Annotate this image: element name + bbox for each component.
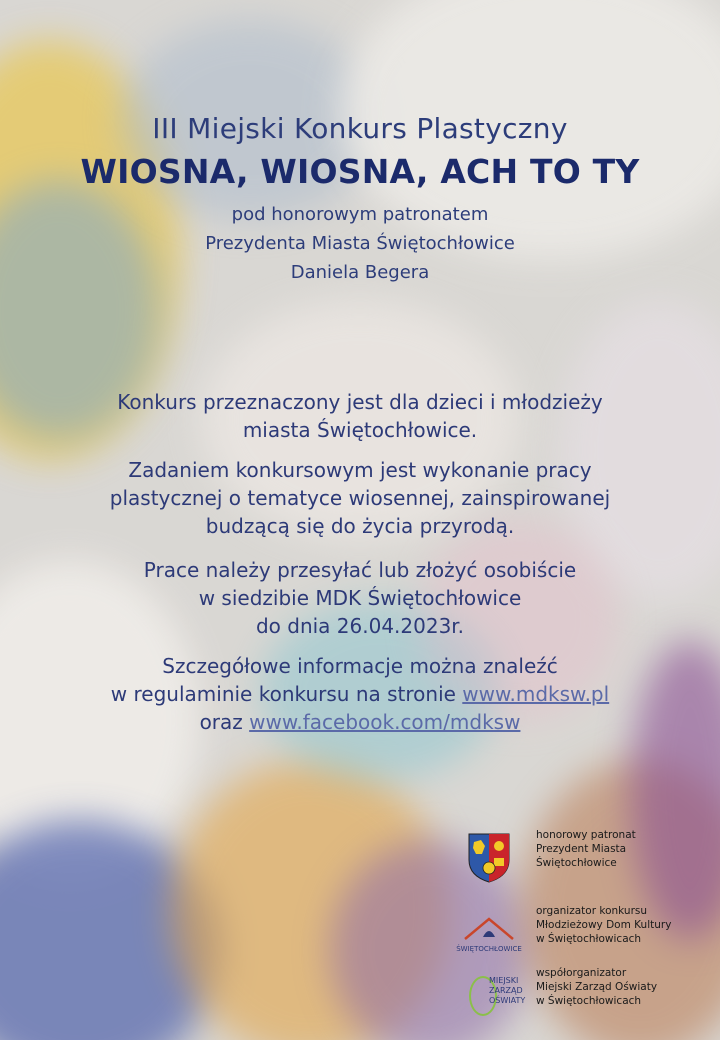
text-fragment: oraz [199,710,250,734]
org-name: Miejski Zarząd Oświaty [536,981,658,993]
text-line: budzącą się do życia przyrodą. [205,514,515,538]
facebook-link[interactable]: www.facebook.com/mdksw [249,710,521,734]
mzo-logo-text: ZARZĄD [489,986,523,995]
text-line: w siedzibie MDK Świętochłowice [198,586,522,610]
mdk-logo-text: ŚWIĘTOCHŁOWICE [456,945,522,953]
paragraph-eligibility [0,388,720,444]
org-name: w Świętochłowicach [536,933,642,945]
paragraph-submission [0,556,720,640]
org-name: w Świętochłowicach [536,995,642,1007]
mdk-website-link[interactable]: www.mdksw.pl [462,682,610,706]
org-name: Młodzieżowy Dom Kultury [536,919,672,931]
footer-coorganizer [456,966,657,1024]
text-line: miasta Świętochłowice. [242,418,478,442]
mzo-logo [456,966,526,1024]
text-line [0,680,720,708]
contest-edition-heading: III Miejski Konkurs Plastyczny [152,112,568,145]
patronage-block [0,200,720,287]
patronage-line: Daniela Begera [290,262,430,283]
text-line: Zadaniem konkursowym jest wykonanie pracy [128,458,592,482]
organizer-text [536,904,671,946]
patronage-line: pod honorowym patronatem [231,204,489,225]
org-name: Prezydent Miasta [536,843,627,855]
role-label: honorowy patronat [536,829,636,841]
text-fragment: w regulaminie konkursu na stronie [110,682,463,706]
deadline-text: do dnia 26.04.2023r. [255,614,465,638]
patronage-line: Prezydenta Miasta Świętochłowice [205,233,515,254]
footer-organizer [456,904,671,962]
org-name: Świętochłowice [536,857,617,869]
text-line: Konkurs przeznaczony jest dla dzieci i młodzieży [117,390,603,414]
contest-title: WIOSNA, WIOSNA, ACH TO TY [80,152,640,191]
text-line: Szczegółowe informacje można znaleźć [162,654,558,678]
paragraph-task [0,456,720,540]
role-label: organizator konkursu [536,905,648,917]
text-line: Prace należy przesyłać lub złożyć osobiście [143,558,577,582]
text-line: plastycznej o tematyce wiosennej, zainspirowanej [109,486,611,510]
mdk-logo [456,904,522,962]
city-coat-of-arms-logo [456,828,522,886]
patron-text [536,828,636,870]
paragraph-details [0,652,720,736]
text-line [0,708,720,736]
mzo-logo-text: OŚWIATY [489,996,526,1005]
coorganizer-text [536,966,657,1008]
mzo-logo-text: MIEJSKI [489,976,519,985]
role-label: współorganizator [536,967,627,979]
footer-patron [456,828,636,886]
